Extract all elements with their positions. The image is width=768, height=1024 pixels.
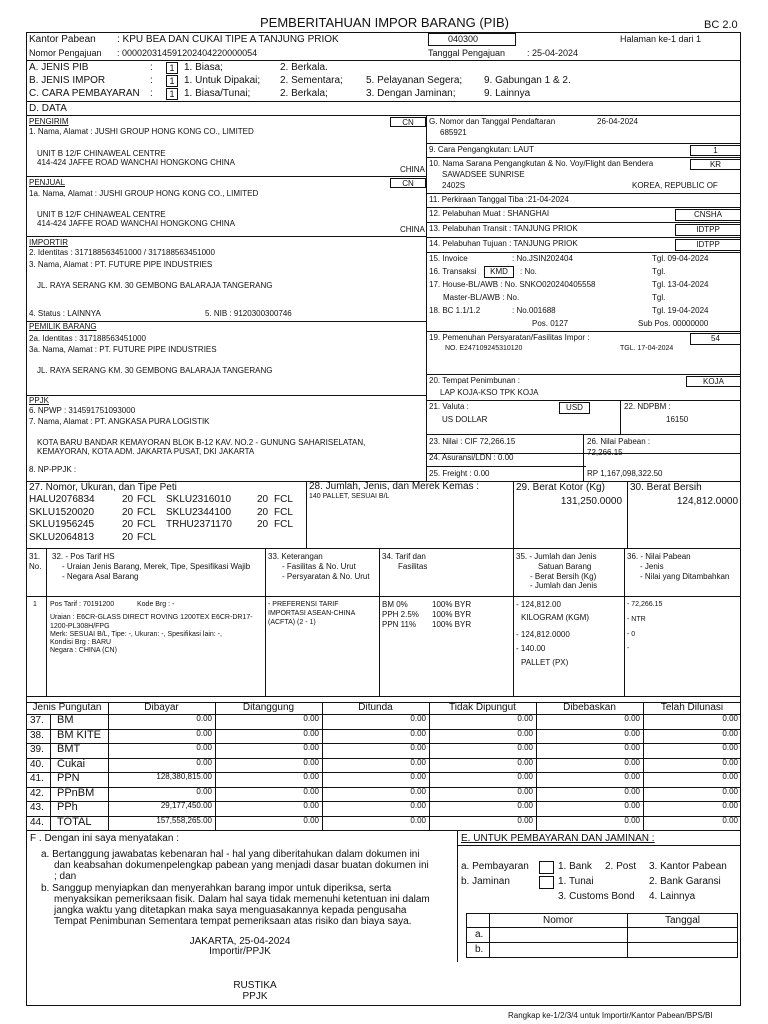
tax-row-value: 0.00 [624,786,640,796]
f-a2: dan keabsahan dokumenpelengkap pabean yang menjadi dasar buatan dokumen ini [54,860,429,871]
pemilik-nama: 3a. Nama, Alamat : PT. FUTURE PIPE INDUSTRIES [29,345,217,354]
tax-row-value: 0.00 [196,728,212,738]
tax-row-value: 0.00 [722,772,738,781]
f22-label: 22. NDPBM : [624,402,671,411]
f18-no: : No.001688 [512,306,556,315]
item-ppn-val: 100% BYR [432,620,472,629]
section-d-title: D. DATA [29,103,67,114]
f21-label: 21. Valuta : [429,402,469,411]
f10-flag: KR [690,159,741,170]
f24-asuransi: 24. Asuransi/LDN : 0.00 [429,453,514,462]
f-a3: ; dan [54,871,77,882]
tax-row-line [26,787,741,788]
tanggal-pengajuan-value: : 25-04-2024 [527,48,579,58]
penjual-alamat1: UNIT B 12/F CHINAWEAL CENTRE [37,210,166,219]
f9-cara-angkut: 9. Cara Pengangkutan: LAUT [429,145,534,154]
pemilik-head: PEMILIK BARANG [29,322,97,331]
h34a: 34. Tarif dan [382,552,426,561]
jenis-pib-opt1: 1. Biasa; [184,62,223,73]
pengirim-nama: 1. Nama, Alamat : JUSHI GROUP HONG KONG CO., LIMITED [29,127,254,136]
jenis-impor-opt3: 5. Pelayanan Segera; [366,75,463,86]
f16-tgl: Tgl. [652,267,666,276]
item-ppn: PPN 11% [382,620,417,629]
item-pos-tarif: Pos Tarif : 70191200 [50,601,115,608]
tax-row-value: 0.00 [624,801,640,810]
f14-tujuan: 14. Pelabuhan Tujuan : TANJUNG PRIOK [429,239,578,248]
f-a1: a. Bertanggung jawabatas kebenaran hal - hal yang diberitahukan dalam dokumen ini [41,849,420,860]
tax-row-line [26,758,741,759]
f17-house: 17. House-BL/AWB : No. SNKO020240405558 [429,280,596,289]
h35d: - Jumlah dan Jenis [530,581,598,590]
tax-col-header: Telah Dilunasi [660,702,724,713]
tax-row-value: 0.00 [196,786,212,796]
e-post: 2. Post [605,861,637,872]
tax-row-value: 29,177,450.00 [160,801,212,810]
tax-vline [215,702,216,830]
tax-row-value: 0.00 [722,728,738,738]
item-negara: Negara : CHINA (CN) [50,647,117,654]
ppjk-np: 8. NP-PPJK : [29,465,77,474]
v29-bruto: 131,250.0000 [560,496,622,507]
f-b1: b. Sanggup menyiapkan dan menyerahkan barang impor untuk diperiksa, serta [41,883,392,894]
g-nomor: 685921 [440,128,467,137]
jenis-impor-opt1: 1. Untuk Dipakai; [184,75,261,86]
tax-row-value: 0.00 [722,743,738,752]
tax-col-header: Dibebaskan [563,702,616,713]
h32c: - Negara Asal Barang [62,572,139,581]
f13-transit: 13. Pelabuhan Transit : TANJUNG PRIOK [429,224,578,233]
tax-row-value: 0.00 [624,815,640,825]
f16-no: : No. [520,267,537,276]
nomor-pengajuan-label: Nomor Pengajuan [29,48,102,58]
item-pph-val: 100% BYR [432,610,472,619]
jenis-impor-box: 1 [166,75,178,87]
jenis-impor-label: B. JENIS IMPOR [29,75,106,86]
e-bank-garansi: 2. Bank Garansi [649,876,721,887]
tax-col-header: Jenis Pungutan [32,702,102,713]
tax-row-value: 0.00 [517,728,533,738]
f10-sarana: SAWADSEE SUNRISE [442,170,525,179]
container-type: FCL [137,519,156,530]
item-jenis-nilai: - NTR [627,616,646,623]
penjual-cn: CN [390,178,426,188]
tax-row-value: 0.00 [517,815,533,825]
tax-row-value: 0.00 [303,743,319,752]
f14-code: IDTPP [675,239,741,251]
e-bank: 1. Bank [558,861,592,872]
jenis-impor-opt2: 2. Sementara; [280,75,343,86]
f20-label: 20. Tempat Penimbunan : [429,376,521,385]
pengirim-country: CHINA [400,165,425,174]
f10-country: KOREA, REPUBLIC OF [632,181,718,190]
tax-row-value: 0.00 [303,786,319,796]
f21-value: US DOLLAR [442,415,488,424]
tax-vline [643,702,644,830]
f21-code: USD [559,402,590,414]
tax-row-no: 39. [30,744,44,755]
e-row-a: a. [475,929,484,940]
cara-bayar-label: C. CARA PEMBAYARAN [29,88,140,99]
tax-row-value: 0.00 [624,757,640,767]
container-size: 20 [122,531,134,543]
item-kemasan-qty: - 140.00 [516,644,546,653]
item-nilai-tambah: - 0 [627,631,636,638]
f26-label: 26. Nilai Pabean : [587,437,651,446]
tax-row-value: 0.00 [517,772,533,781]
tax-row-jenis: BM KITE [57,728,102,741]
tax-row-line [26,801,741,802]
importir-identitas: 2. Identitas : 317188563451000 / 317188563451000 [29,248,215,257]
pengirim-head: PENGIRIM [29,117,69,126]
tax-row-value: 0.00 [517,743,533,752]
tax-row-value: 0.00 [410,786,426,796]
tax-row-value: 0.00 [722,801,738,810]
container-number: SKLU2316010 [166,494,232,505]
tax-row-no: 44. [30,816,44,828]
g-label: G. Nomor dan Tanggal Pendaftaran [429,117,556,126]
item-merk: Merk: SESUAI B/L, Tipe: -, Ukuran: -, Spesifikasi lain: -, [50,631,222,638]
tax-row-no: 41. [30,773,44,784]
item-unit: KILOGRAM (KGM) [521,613,590,622]
container-number: SKLU2344100 [166,506,232,518]
f18-subpos: Sub Pos. 00000000 [638,319,709,328]
f13-code: IDTPP [675,224,741,236]
h36b: - Jenis [640,562,664,571]
f-b4: Tempat Penimbunan Sementara tempat pemeriksaan atas risiko dan biaya saya. [54,916,412,927]
item-kode-brg: Kode Brg : - [137,601,175,608]
pengirim-alamat2: 414-424 JAFFE ROAD WANCHAI HONGKONG CHINA [37,158,235,167]
jenis-pib-opt2: 2. Berkala. [280,62,328,73]
jenis-impor-opt4: 9. Gabungan 1 & 2. [484,75,571,86]
kantor-code: 040300 [448,34,479,44]
tax-row-no: 40. [30,758,44,770]
e-jaminan: b. Jaminan [461,876,510,887]
tax-row-value: 157,558,265.00 [156,815,212,825]
ppjk-alamat2: KEMAYORAN, KOTA ADM. JAKARTA PUSAT, DKI JAKARTA [37,447,255,456]
tax-row-value: 0.00 [624,772,640,781]
f9-code: 1 [690,145,741,156]
container-type: FCL [137,506,156,518]
cara-bayar-opt4: 9. Lainnya [484,88,531,99]
tax-row-value: 0.00 [517,801,533,810]
container-size: 20 [257,494,269,505]
h33c: - Persyaratan & No. Urut [282,572,370,581]
sign-name: RUSTIKA [233,980,277,991]
item-ket2: IMPORTASI ASEAN-CHINA [268,610,356,617]
item-bm: BM 0% [382,600,408,609]
f17-tgl: Tgl. 13-04-2024 [652,280,709,289]
e-row-b: b. [475,944,484,955]
e-col-tanggal: Tanggal [664,915,701,926]
tax-row-jenis: PPh [57,801,78,813]
tax-row-value: 0.00 [722,815,738,825]
tax-row-value: 0.00 [303,801,319,810]
tax-row-value: 0.00 [624,728,640,738]
cara-bayar-opt2: 2. Berkala; [280,88,328,99]
f18-bc: 18. BC 1.1/1.2 [429,306,481,315]
tax-row-value: 128,380,815.00 [156,772,212,781]
cara-bayar-opt1: 1. Biasa/Tunai; [184,88,251,99]
tax-row-value: 0.00 [410,757,426,767]
h35c: - Berat Bersih (Kg) [530,572,597,581]
pemilik-alamat: JL. RAYA SERANG KM. 30 GEMBONG BALARAJA TANGERANG [37,366,273,375]
tax-row-value: 0.00 [303,728,319,738]
e-customs-bond: 3. Customs Bond [558,891,635,902]
f12-code: CNSHA [675,209,741,221]
f-b3: jangka waktu yang ditetapkan maka saya menguasakannya kepada pengusaha [54,905,407,916]
tax-col-header: Tidak Dipungut [449,702,516,713]
f16-transaksi: 16. Transaksi [429,267,477,276]
tax-vline [108,702,109,830]
f19-tgl: TGL. 17-04-2024 [620,345,674,352]
container-type: FCL [274,519,293,530]
tax-row-jenis: PPN [57,772,80,784]
item-ket1: - PREFERENSI TARIF [268,601,339,608]
h35b: Satuan Barang [538,562,592,571]
sign-title: PPJK [242,991,268,1002]
container-type: FCL [137,531,156,543]
h32a: 32. - Pos Tarif HS [52,552,115,561]
h34b: Fasilitas [398,562,428,571]
f25-freight: 25. Freight : 0.00 [429,469,490,478]
f15-no: : No.JSIN202404 [512,254,573,263]
f16-box: KMD [484,266,514,278]
importir-nib: 5. NIB : 9120300300746 [205,309,292,318]
tax-row-value: 0.00 [517,714,533,723]
h36c: - Nilai yang Ditambahkan [640,572,730,581]
tax-vline [536,702,537,830]
e-col-nomor: Nomor [542,915,573,926]
e-head: E. UNTUK PEMBAYARAN DAN JAMINAN : [461,833,655,844]
colon: : [150,88,153,99]
f18-pos: Pos. 0127 [532,319,569,328]
tax-vline [429,702,430,830]
tax-row-value: 0.00 [722,757,738,767]
sign-role: Importir/PPJK [209,946,271,957]
tax-row-value: 0.00 [722,714,738,723]
tax-row-value: 0.00 [303,757,319,767]
ppjk-alamat1: KOTA BARU BANDAR KEMAYORAN BLOK B-12 KAV. NO.2 - GUNUNG SAHARISELATAN, [37,438,366,447]
jenis-pib-box: 1 [166,62,178,74]
f11-tiba: 11. Perkiraan Tanggal Tiba :21-04-2024 [429,195,569,204]
f23-nilai: 23. Nilai : CIF 72,266.15 [429,437,516,446]
tax-row-jenis: TOTAL [57,815,92,828]
penjual-country: CHINA [400,225,425,234]
tax-row-line [26,743,741,744]
container-number: SKLU1956245 [29,519,95,530]
tax-row-jenis: Cukai [57,757,86,770]
tax-row-value: 0.00 [410,714,426,723]
e-kantor: 3. Kantor Pabean [649,861,727,872]
f10-label: 10. Nama Sarana Pengangkutan & No. Voy/Flight dan Bendera [429,159,654,168]
tax-row-value: 0.00 [517,757,533,767]
tax-row-line [26,729,741,730]
item-kemasan-jenis: PALLET (PX) [521,658,569,667]
item-nilai-extra: - [627,645,630,652]
tax-col-header: Dibayar [144,702,179,713]
e-pembayaran: a. Pembayaran [461,861,529,872]
nomor-pengajuan-value: : 000020314591202404220000054 [117,48,258,58]
importir-head: IMPORTIR [29,238,68,247]
item-kondisi: Kondisi Brg : BARU [50,639,112,646]
f22-value: 16150 [666,415,689,424]
pengirim-alamat1: UNIT B 12/F CHINAWEAL CENTRE [37,149,166,158]
container-size: 20 [122,506,134,518]
container-size: 20 [257,506,269,518]
container-number: SKLU1520020 [29,506,95,518]
f10-voyage: 2402S [442,181,466,190]
item-no: 1 [33,601,37,608]
f18-tgl: Tgl. 19-04-2024 [652,306,709,315]
penjual-alamat2: 414-424 JAFFE ROAD WANCHAI HONGKONG CHINA [37,219,235,228]
bc-code: BC 2.0 [704,19,738,31]
tax-row-no: 37. [30,715,44,726]
tax-col-header: Ditunda [358,702,393,713]
tax-row-line [26,816,741,817]
f20-value: LAP KOJA-KSO TPK KOJA [440,388,539,397]
h33b: - Fasilitas & No. Urut [282,562,356,571]
sign-place-date: JAKARTA, 25-04-2024 [189,936,291,947]
container-number: SKLU2064813 [29,531,95,543]
penjual-nama: 1a. Nama, Alamat : JUSHI GROUP HONG KONG CO., LIMITED [29,189,259,198]
f15-invoice: 15. Invoice [429,254,468,263]
f19-code: 54 [690,333,741,345]
tax-row-jenis: BMT [57,743,81,755]
tax-row-value: 0.00 [624,743,640,752]
e-jaminan-box [539,876,554,889]
tax-row-jenis: PPnBM [57,786,95,799]
item-netto: - 124,812.0000 [516,630,570,639]
colon: : [150,75,153,86]
ppjk-npwp: 6. NPWP : 314591751093000 [29,406,136,415]
f-head: F . Dengan ini saya menyatakan : [30,833,179,844]
tax-row-value: 0.00 [410,772,426,781]
tax-row-no: 43. [30,802,44,813]
g-date: 26-04-2024 [597,117,638,126]
tax-row-value: 0.00 [410,743,426,752]
kantor-value: : KPU BEA DAN CUKAI TIPE A TANJUNG PRIOK [117,34,339,45]
h31b: No. [29,562,42,571]
f12-muat: 12. Pelabuhan Muat : SHANGHAI [429,209,550,218]
e-lainnya: 4. Lainnya [649,891,696,902]
item-ket3: (ACFTA) (2 - 1) [268,619,316,626]
tax-row-value: 0.00 [303,772,319,781]
h30-netto: 30. Berat Bersih [630,482,702,493]
h35a: 35. - Jumlah dan Jenis [516,552,597,561]
tax-row-value: 0.00 [410,728,426,738]
tax-row-no: 38. [30,729,44,741]
f15-tgl: Tgl. 09-04-2024 [652,254,709,263]
h27-peti: 27. Nomor, Ukuran, dan Tipe Peti [29,482,177,493]
item-uraian: Uraian : E6CR-GLASS DIRECT ROVING 1200TEX E6CR-DR17-1200-PL308H/FPG [50,614,253,630]
tax-row-value: 0.00 [303,815,319,825]
item-qty: - 124,812.00 [516,600,561,609]
h33a: 33. Keterangan [268,552,323,561]
cara-bayar-opt3: 3. Dengan Jaminan; [366,88,456,99]
kantor-label: Kantor Pabean [29,34,96,45]
halaman: Halaman ke-1 dari 1 [620,34,702,44]
v28-kemas: 140 PALLET, SESUAI B/L [309,493,390,500]
footer-rangkap: Rangkap ke-1/2/3/4 untuk Importir/Kantor Pabean/BPS/BI [508,1011,713,1020]
container-type: FCL [137,494,156,505]
tanggal-pengajuan-label: Tanggal Pengajuan [428,48,506,58]
tax-row-value: 0.00 [722,786,738,796]
item-nilai-pabean: - 72,266.15 [627,601,663,608]
penjual-head: PENJUAL [29,178,66,187]
doc-title: PEMBERITAHUAN IMPOR BARANG (PIB) [260,15,509,30]
h31a: 31. [29,552,41,561]
f26-usd: 72,266.15 [587,448,623,457]
container-type: FCL [274,494,293,505]
container-number: HALU2076834 [29,494,95,505]
h32b: - Uraian Jenis Barang, Merek, Tipe, Spesifikasi Wajib [62,562,251,571]
tax-row-no: 42. [30,787,44,799]
tax-row-value: 0.00 [303,714,319,723]
tax-row-value: 0.00 [196,743,212,752]
tax-row-value: 0.00 [410,815,426,825]
item-pph: PPH 2.5% [382,610,419,619]
cara-bayar-box: 1 [166,88,178,100]
tax-row-jenis: BM [57,714,74,726]
importir-alamat: JL. RAYA SERANG KM. 30 GEMBONG BALARAJA TANGERANG [37,281,273,290]
importir-status: 4. Status : LAINNYA [29,309,101,318]
item-bm-val: 100% BYR [432,600,472,609]
tax-col-header: Ditanggung [242,702,295,713]
f26-rupiah: RP 1,167,098,322.50 [587,469,663,478]
f17-master-tgl: Tgl. [652,293,666,302]
e-tunai: 1. Tunai [558,876,594,887]
f-b2: menyaksikan pemeriksaan fisik. Dalam hal saya tidak memenuhi ketentuan ini dalam [54,894,430,905]
colon: : [150,62,153,73]
tax-row-value: 0.00 [517,786,533,796]
container-size: 20 [257,519,269,530]
f19-nomor: NO. E247109245310120 [445,345,523,352]
tax-vline [50,714,51,830]
f19-label: 19. Pemenuhan Persyaratan/Fasilitas Impor : [429,333,590,342]
container-size: 20 [122,519,134,530]
pengirim-cn: CN [390,117,426,127]
pemilik-identitas: 2a. Identitas : 317188563451000 [29,334,146,343]
tax-row-value: 0.00 [624,714,640,723]
container-number: TRHU2371170 [166,519,232,530]
tax-row-value: 0.00 [196,757,212,767]
jenis-pib-label: A. JENIS PIB [29,62,89,73]
ppjk-nama: 7. Nama, Alamat : PT. ANGKASA PURA LOGISTIK [29,417,210,426]
v30-netto: 124,812.0000 [676,496,738,507]
container-size: 20 [122,494,134,505]
tax-row-value: 0.00 [196,714,212,723]
tax-vline [322,702,323,830]
tax-row-line [26,772,741,773]
tax-row-value: 0.00 [410,801,426,810]
h29-bruto: 29. Berat Kotor (Kg) [516,482,605,493]
h36a: 36. - Nilai Pabean [627,552,691,561]
e-pembayaran-box [539,861,554,874]
h28-kemas: 28. Jumlah, Jenis, dan Merek Kemas : [309,481,480,492]
f17-master: Master-BL/AWB : No. [443,293,520,302]
f20-code: KOJA [686,376,741,387]
container-type: FCL [274,506,293,518]
ppjk-head: PPJK [29,396,50,405]
importir-nama: 3. Nama, Alamat : PT. FUTURE PIPE INDUSTRIES [29,260,213,269]
